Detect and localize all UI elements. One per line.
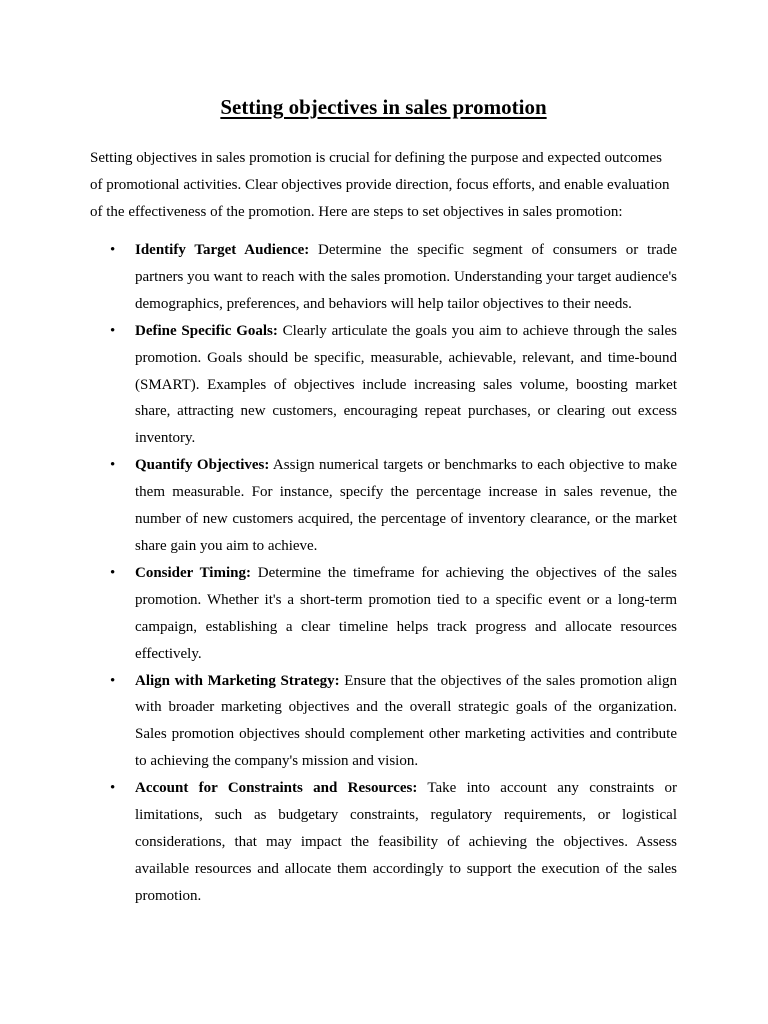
document-page: [90, 92, 677, 910]
bullet-icon: •: [110, 322, 116, 339]
item-heading: Quantify Objectives:: [135, 457, 270, 474]
item-text: Ensure that the objectives of the sales promotion align with broader marketing objectives and the overall strategic goals of the organization. Sales promotion objectives should complement other marketing activities and contribute to achieving the company's mission and vision.: [135, 672, 677, 770]
bullet-icon: •: [110, 242, 116, 258]
list-item: [90, 237, 677, 318]
item-heading: Account for Constraints and Resources:: [135, 780, 418, 797]
list-item: [90, 560, 677, 668]
item-heading: Consider Timing:: [135, 564, 251, 581]
bullet-list: [90, 237, 677, 910]
item-text: Assign numerical targets or benchmarks to each objective to make them measurable. For instance, specify the percentage increase in sales revenue, the number of new customers acquired, the percentage of inventory clearance, or the market share gain you aim to achieve.: [135, 457, 678, 554]
item-text: Clearly articulate the goals you aim to achieve through the sales promotion. Goals should be specific, measurable, achievable, relevant, and time-bound (SMART). Examples of objectives include increasing sales volume, boosting market share, attracting new customers, encouraging repeat purchases, or clearing out excess inventory.: [135, 322, 677, 447]
item-text: Take into account any constraints or limitations, such as budgetary constraints, regulatory requirements, or logistical considerations, that may impact the feasibility of achieving the objectives. Assess available resources and allocate them accordingly to support the execution of the sales promotion.: [135, 780, 678, 904]
bullet-icon: •: [110, 457, 116, 474]
list-item: [90, 668, 677, 776]
bullet-icon: •: [110, 564, 116, 581]
list-item: [90, 318, 677, 453]
bullet-icon: •: [110, 672, 116, 689]
item-heading: Align with Marketing Strategy:: [135, 672, 340, 689]
item-heading: Identify Target Audience:: [135, 242, 310, 258]
list-item: [90, 775, 677, 910]
page-title: Setting objectives in sales promotion: [220, 95, 547, 119]
list-item: [90, 452, 677, 560]
item-heading: Define Specific Goals:: [135, 322, 278, 339]
item-text: Determine the specific segment of consumers or trade partners you want to reach with the sales promotion. Understanding your target audience's demographics, preferences, and behaviors will help tailor objectives to their needs.: [135, 242, 677, 312]
item-text: Determine the timeframe for achieving the objectives of the sales promotion. Whether it's a short-term promotion tied to a specific event or a long-term campaign, establishing a clear timeline helps track progress and allocate resources effectively.: [135, 564, 677, 662]
intro-paragraph: Setting objectives in sales promotion is crucial for defining the purpose and expected outcomes of promotional activities. Clear objectives provide direction, focus efforts, and enable evaluation of the effectiveness of the promotion. Here are steps to set objectives in sales promotion:: [90, 150, 670, 220]
bullet-icon: •: [110, 780, 116, 797]
